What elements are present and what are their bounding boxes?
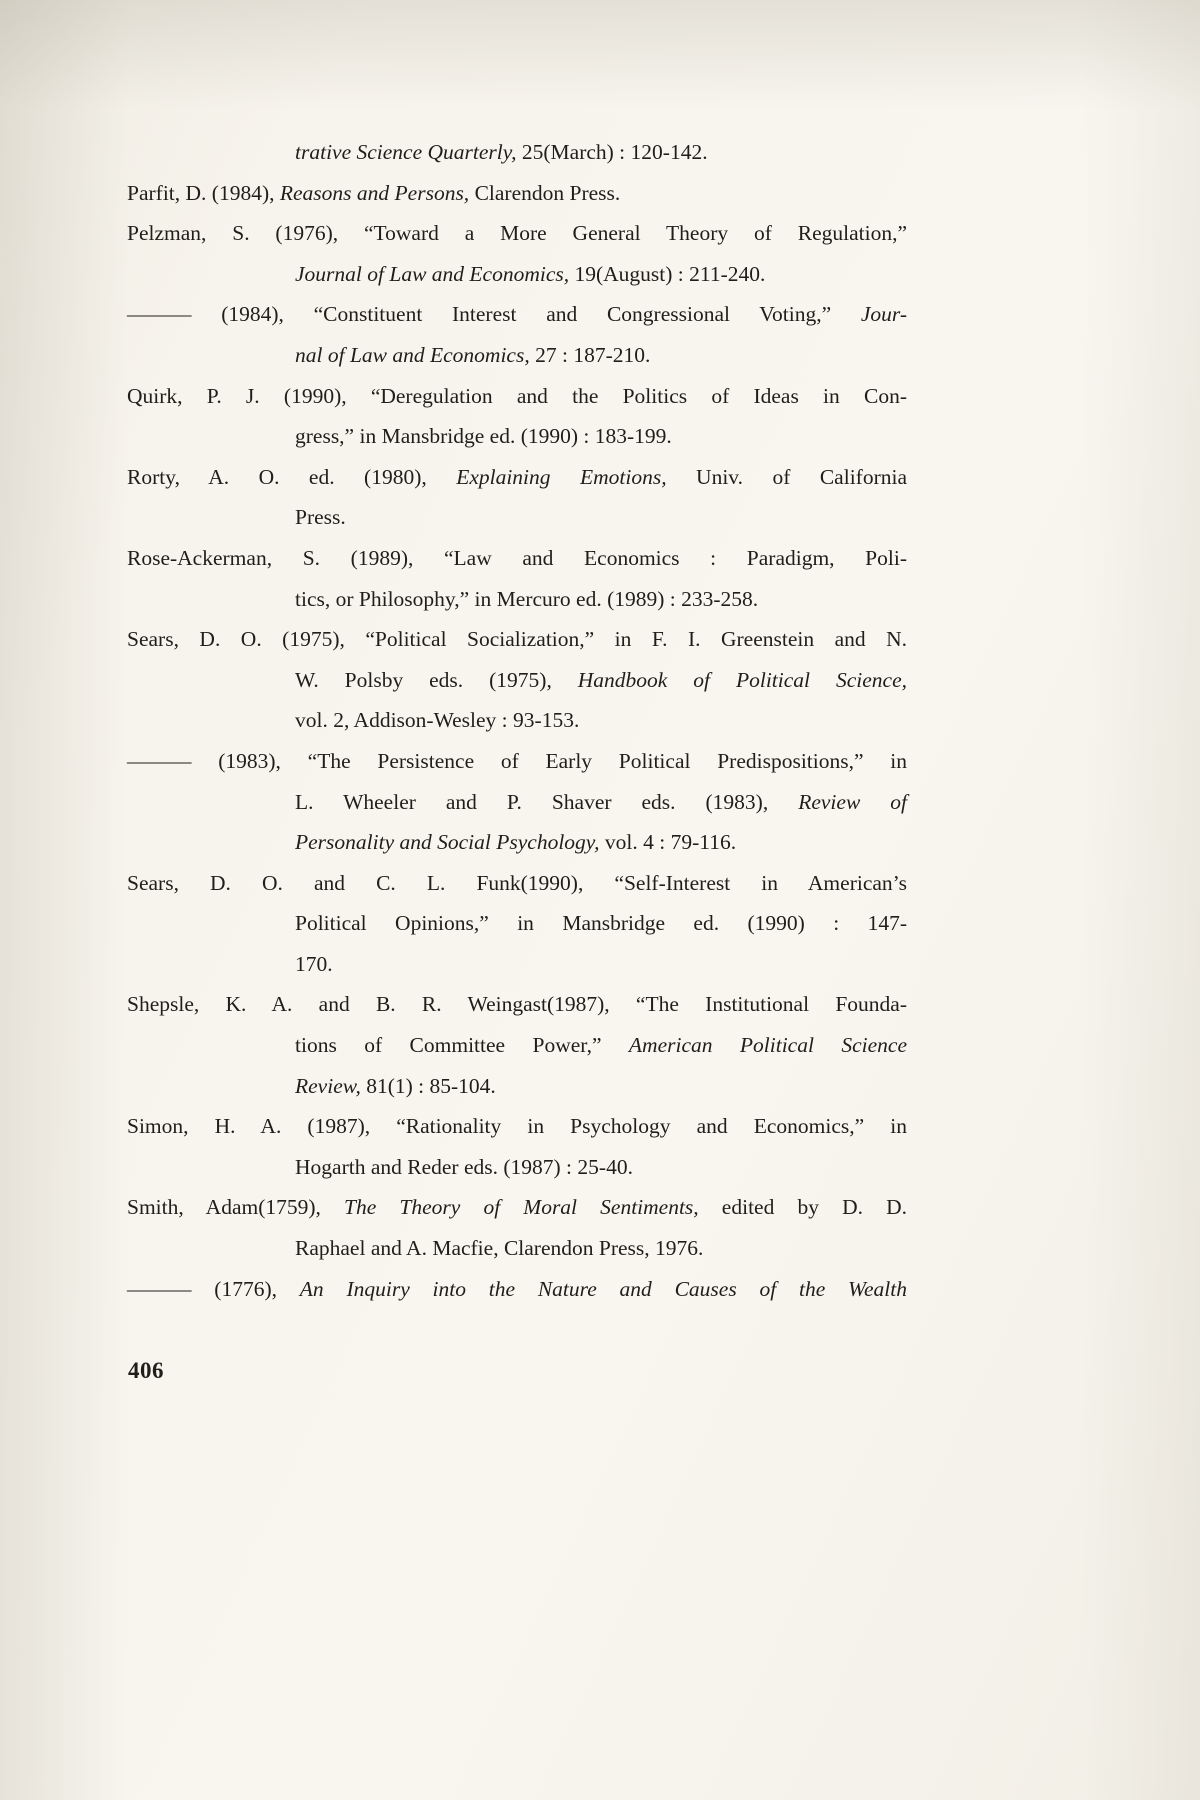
reference-line: [127, 457, 907, 498]
reference-entry: [127, 1269, 907, 1310]
reference-entry: [127, 294, 907, 375]
text-segment: Pelzman, S. (1976), “Toward a More General Theory of Regulation,”: [127, 221, 907, 246]
reference-line: [127, 619, 907, 660]
text-segment: Political Opinions,” in Mansbridge ed. (1990) : 147-: [295, 911, 907, 936]
italic-text-segment: Journal of Law and Economics,: [295, 261, 570, 286]
italic-text-segment: Review,: [295, 1073, 361, 1098]
reference-line: [127, 863, 907, 904]
reference-entry: [127, 538, 907, 619]
reference-entry: [127, 619, 907, 741]
reference-line: [127, 1269, 907, 1310]
italic-text-segment: Jour-: [860, 302, 907, 327]
reference-line: [295, 579, 907, 620]
reference-line: [295, 1025, 907, 1066]
text-segment: Clarendon Press.: [469, 180, 621, 205]
reference-line: [295, 903, 907, 944]
reference-entry: [127, 1106, 907, 1187]
reference-line: [295, 497, 907, 538]
reference-line: [295, 944, 907, 985]
text-segment: Press.: [295, 505, 346, 530]
italic-text-segment: The Theory of Moral Sentiments,: [344, 1195, 699, 1220]
text-segment: Shepsle, K. A. and B. R. Weingast(1987), “The Institutional Founda-: [127, 992, 907, 1017]
text-segment: tions of Committee Power,”: [295, 1033, 629, 1058]
text-segment: Sears, D. O. and C. L. Funk(1990), “Self-Interest in American’s: [127, 870, 907, 895]
text-segment: 19(August) : 211-240.: [569, 261, 766, 286]
reference-line: [127, 1187, 907, 1228]
text-segment: Rorty, A. O. ed. (1980),: [127, 464, 457, 489]
reference-line: [295, 132, 907, 173]
references-list: [127, 132, 907, 1309]
text-segment: 170.: [295, 951, 333, 976]
text-segment: Sears, D. O. (1975), “Political Socialization,” in F. I. Greenstein and N.: [127, 627, 907, 652]
reference-entry: [127, 376, 907, 457]
reference-line: [127, 984, 907, 1025]
reference-entry: [127, 457, 907, 538]
text-segment: Simon, H. A. (1987), “Rationality in Psychology and Economics,” in: [127, 1114, 907, 1139]
reference-entry: [127, 132, 907, 173]
reference-line: [127, 1106, 907, 1147]
reference-line: [127, 538, 907, 579]
text-segment: vol. 2, Addison-Wesley : 93-153.: [295, 708, 580, 733]
text-segment: Hogarth and Reder eds. (1987) : 25-40.: [295, 1154, 633, 1179]
reference-entry: [127, 741, 907, 863]
italic-text-segment: Handbook of Political Science,: [577, 667, 907, 692]
text-segment: 81(1) : 85-104.: [360, 1073, 496, 1098]
page-number: 406: [128, 1358, 164, 1383]
text-segment: tics, or Philosophy,” in Mercuro ed. (1989) : 233-258.: [295, 586, 759, 611]
text-segment: ——— (1983), “The Persistence of Early Political Predispositions,” in: [127, 748, 907, 773]
italic-text-segment: nal of Law and Economics,: [295, 342, 530, 367]
reference-entry: [127, 213, 907, 294]
text-segment: W. Polsby eds. (1975),: [295, 667, 578, 692]
italic-text-segment: American Political Science: [628, 1033, 907, 1058]
reference-line: [295, 660, 907, 701]
text-segment: L. Wheeler and P. Shaver eds. (1983),: [295, 789, 799, 814]
reference-line: [295, 1147, 907, 1188]
reference-line: [127, 376, 907, 417]
italic-text-segment: trative Science Quarterly,: [295, 140, 517, 164]
text-segment: Raphael and A. Macfie, Clarendon Press, 1976.: [295, 1236, 704, 1261]
text-segment: Smith, Adam(1759),: [127, 1195, 345, 1220]
text-segment: gress,” in Mansbridge ed. (1990) : 183-199.: [295, 424, 672, 449]
reference-line: [295, 254, 907, 295]
italic-text-segment: Explaining Emotions,: [456, 464, 667, 489]
reference-line: [295, 782, 907, 823]
text-segment: Rose-Ackerman, S. (1989), “Law and Economics : Paradigm, Poli-: [127, 545, 907, 570]
reference-line: [127, 741, 907, 782]
reference-line: [127, 294, 907, 335]
text-segment: 27 : 187-210.: [529, 342, 651, 367]
reference-line: [127, 213, 907, 254]
reference-line: [295, 822, 907, 863]
italic-text-segment: Review of: [798, 789, 907, 814]
reference-line: [127, 173, 907, 214]
text-segment: edited by D. D.: [698, 1195, 907, 1220]
text-segment: Univ. of California: [666, 464, 907, 489]
text-segment: ——— (1776),: [127, 1276, 300, 1301]
reference-entry: [127, 173, 907, 214]
reference-entry: [127, 984, 907, 1106]
text-segment: ——— (1984), “Constituent Interest and Congressional Voting,”: [127, 302, 861, 327]
reference-line: [295, 416, 907, 457]
italic-text-segment: Reasons and Persons,: [279, 180, 470, 205]
text-segment: vol. 4 : 79-116.: [599, 830, 737, 855]
reference-entry: [127, 863, 907, 985]
reference-line: [295, 1066, 907, 1107]
text-segment: Quirk, P. J. (1990), “Deregulation and the Politics of Ideas in Con-: [127, 383, 907, 408]
reference-line: [295, 1228, 907, 1269]
reference-line: [295, 700, 907, 741]
reference-line: [295, 335, 907, 376]
italic-text-segment: An Inquiry into the Nature and Causes of the Wealth: [299, 1276, 907, 1301]
italic-text-segment: Personality and Social Psychology,: [295, 830, 600, 855]
text-segment: Parfit, D. (1984),: [127, 180, 280, 205]
reference-entry: [127, 1187, 907, 1268]
text-segment: 25(March) : 120-142.: [516, 140, 708, 164]
